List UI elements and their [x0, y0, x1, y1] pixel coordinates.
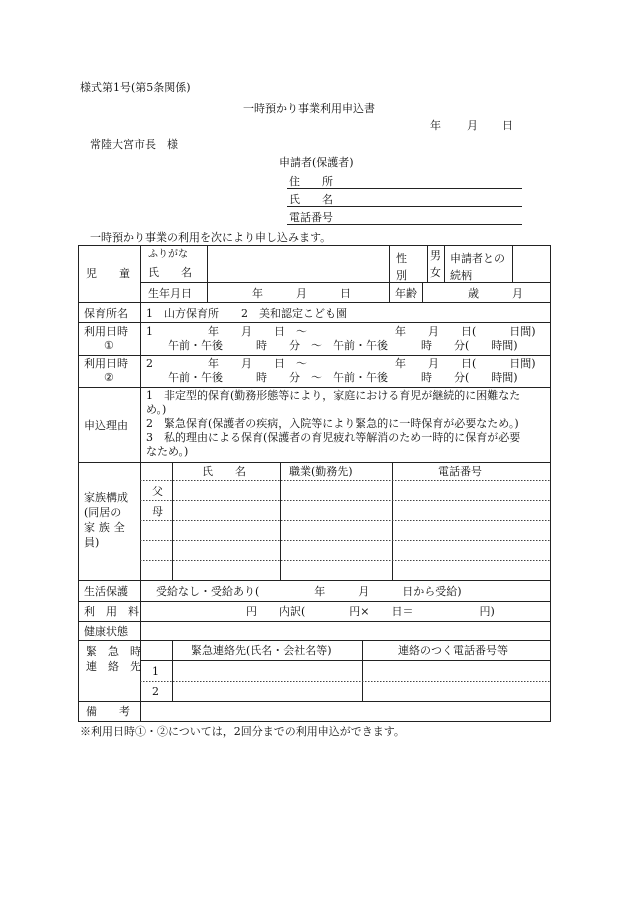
age-value[interactable]: 歳 月: [468, 287, 523, 300]
emergency-row-1: 1: [152, 665, 159, 678]
birthdate-label: 生年月日: [148, 287, 192, 300]
date-day: 日: [502, 119, 513, 132]
fee-value[interactable]: 円 内訳( 円× 日＝ 円): [246, 605, 495, 618]
usage1-times[interactable]: 午前・午後 時 分 ～ 午前・午後 時 分( 時間): [168, 339, 518, 352]
welfare-label: 生活保護: [84, 585, 128, 598]
fee-label: 利 用 料: [84, 605, 139, 618]
sex-male[interactable]: 男: [430, 249, 441, 262]
family-father: 父: [152, 485, 163, 498]
usage1-label: 利用日時: [84, 325, 128, 338]
emergency-row-2: 2: [152, 685, 159, 698]
reason-option-3[interactable]: 3 私的理由による保育(保護者の育児疲れ等解消のため一時的に保育が必要: [146, 431, 521, 444]
family-label-4: 員): [84, 536, 100, 549]
emergency-col-contact: 緊急連絡先(氏名・会社名等): [191, 644, 332, 657]
facility-label: 保育所名: [84, 307, 128, 320]
reason-option-1-cont: め。): [146, 403, 167, 416]
reason-label: 申込理由: [84, 419, 128, 432]
reason-option-3-cont: なため。): [146, 445, 189, 458]
applicant-heading: 申請者(保護者): [279, 156, 354, 169]
facility-options[interactable]: 1 山方保育所 2 美和認定こども園: [146, 307, 347, 320]
family-col-job: 職業(勤務先): [289, 465, 353, 478]
applicant-name-label: 氏 名: [289, 193, 333, 206]
reason-option-1[interactable]: 1 非定型的保育(勤務形態等により，家庭における育児が継続的に困難なた: [146, 389, 521, 402]
emergency-col-phone: 連絡のつく電話番号等: [398, 644, 508, 657]
child-name-label: 氏 名: [148, 266, 192, 279]
child-label: 児 童: [86, 267, 130, 280]
date-year: 年: [430, 119, 441, 132]
furigana-label: ふりがな: [148, 249, 188, 260]
usage2-num: ②: [104, 371, 114, 384]
child-name-field[interactable]: [208, 246, 389, 282]
usage1-num: ①: [104, 339, 114, 352]
usage1-dates[interactable]: 1 年 月 日 ～ 年 月 日( 日間): [146, 325, 536, 338]
sex-label: 性 別: [396, 252, 418, 282]
emergency-label-2: 連 絡 先: [86, 660, 141, 673]
form-title: 一時預かり事業利用申込書: [243, 102, 375, 115]
intro-text: 一時預かり事業の利用を次により申し込みます。: [90, 231, 332, 244]
remarks-field[interactable]: [141, 702, 550, 721]
footnote: ※利用日時①・②については，2回分までの利用申込ができます。: [80, 725, 405, 738]
family-label-3: 家族全: [84, 521, 129, 534]
family-col-phone: 電話番号: [438, 465, 482, 478]
usage2-times[interactable]: 午前・午後 時 分 ～ 午前・午後 時 分( 時間): [168, 371, 518, 384]
emergency-label-1: 緊 急 時: [86, 645, 141, 658]
remarks-label: 備 考: [86, 705, 130, 718]
usage2-dates[interactable]: 2 年 月 日 ～ 年 月 日( 日間): [146, 357, 536, 370]
applicant-phone-label: 電話番号: [289, 211, 333, 224]
applicant-address-label: 住 所: [289, 175, 333, 188]
usage2-label: 利用日時: [84, 357, 128, 370]
health-label: 健康状態: [84, 625, 128, 638]
sex-female[interactable]: 女: [430, 266, 441, 279]
date-month: 月: [467, 119, 478, 132]
age-label: 年齢: [395, 287, 417, 300]
health-field[interactable]: [141, 622, 550, 640]
family-mother: 母: [152, 505, 163, 518]
relation-label: 申請者との続柄: [450, 252, 505, 282]
addressee: 常陸大宮市長 様: [90, 138, 178, 151]
family-col-name: 氏 名: [202, 465, 246, 478]
form-number: 様式第1号(第5条関係): [80, 81, 191, 94]
welfare-value[interactable]: 受給なし・受給あり( 年 月 日から受給): [156, 585, 462, 598]
reason-option-2[interactable]: 2 緊急保育(保護者の疾病，入院等により緊急的に一時保育が必要なため。): [146, 417, 519, 430]
birthdate-value[interactable]: 年 月 日: [252, 287, 351, 300]
family-label-2: (同居の: [84, 506, 122, 519]
family-label-1: 家族構成: [84, 491, 128, 504]
